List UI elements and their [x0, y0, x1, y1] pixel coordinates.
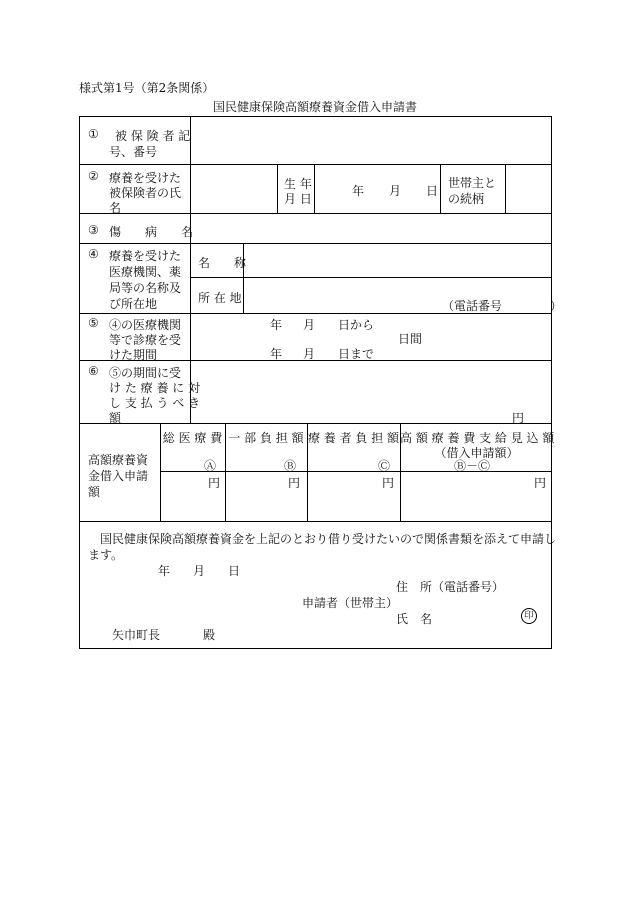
row6-label-line2: け た 療 養 に 対 — [109, 381, 201, 395]
mark-b-minus-c: Ⓑ－Ⓒ — [454, 459, 491, 473]
row-divider — [160, 471, 551, 472]
row6-number: ⑥ — [88, 364, 99, 378]
applicant-name-label: 氏 名 — [396, 612, 433, 626]
loan-label-line3: 額 — [88, 485, 101, 499]
row-divider — [80, 521, 551, 522]
column-divider — [277, 164, 278, 213]
row4-label-line1: 療養を受けた — [109, 249, 182, 263]
birthdate-label-line1: 生 年 — [284, 177, 312, 191]
row5-label-line1: ④の医療機関 — [109, 318, 182, 332]
row3-label: 傷 病 名 — [109, 225, 194, 239]
birthdate-day: 日 — [426, 184, 439, 198]
birthdate-label-line2: 月 日 — [284, 192, 312, 206]
row-divider — [190, 277, 551, 278]
loan-label-line1: 高額療養資 — [88, 453, 149, 467]
row4-label-line4: び所在地 — [109, 297, 158, 311]
patient-payment-yen: 円 — [382, 476, 395, 490]
period-days: 日間 — [398, 332, 423, 346]
relation-label-line2: の続柄 — [448, 192, 485, 206]
row2-label-line2: 被保険者の氏 — [109, 186, 182, 200]
row5-label-line2: 等で診療を受 — [109, 333, 182, 347]
column-divider — [190, 117, 191, 423]
partial-payment-yen: 円 — [288, 476, 301, 490]
birthdate-month: 月 — [389, 184, 402, 198]
row4-number: ④ — [88, 247, 99, 261]
declaration-date-month: 月 — [193, 564, 206, 578]
row-divider — [80, 164, 551, 165]
applicant-label: 申請者（世帯主） — [302, 596, 399, 610]
row6-label-line1: ⑤の期間に受 — [109, 366, 182, 380]
period-to-year: 年 — [270, 347, 283, 361]
declaration-text-line2: ます。 — [88, 548, 124, 562]
mark-a: Ⓐ — [204, 459, 217, 473]
loan-amount-header: （借入申請額） — [434, 446, 519, 460]
row1-label-line2: 号、番号 — [109, 145, 158, 159]
mark-c: Ⓒ — [378, 459, 391, 473]
addressee: 矢巾町長 — [112, 628, 161, 642]
row2-label-line3: 名 — [109, 201, 122, 215]
row4-label-line2: 医療機関、薬 — [109, 265, 182, 279]
row1-number: ① — [88, 127, 99, 141]
institution-address-label: 所 在 地 — [198, 291, 242, 305]
patient-payment-header: 療 養 者 負 担 額 — [307, 431, 400, 445]
period-from-month: 月 — [303, 318, 316, 332]
period-to-day: 日まで — [338, 347, 375, 361]
loan-label-line2: 金借入申請 — [88, 469, 149, 483]
row-divider — [80, 243, 551, 244]
period-from-day: 日から — [338, 318, 375, 332]
application-form-table — [79, 116, 563, 649]
total-medical-cost-yen: 円 — [208, 476, 221, 490]
column-divider — [505, 164, 506, 213]
column-divider — [440, 164, 441, 213]
total-medical-cost-header: 総 医 療 費 — [162, 431, 223, 445]
row2-number: ② — [88, 169, 99, 183]
period-to-month: 月 — [303, 347, 316, 361]
column-divider — [314, 164, 315, 213]
institution-phone-label: （電話番号 ） — [442, 299, 563, 313]
birthdate-year: 年 — [352, 184, 365, 198]
institution-name-label: 名 称 — [198, 256, 247, 270]
row6-label-line4: 額 — [109, 411, 122, 425]
row6-label-line3: し 支 払 う べ き — [109, 396, 201, 410]
row5-number: ⑤ — [88, 316, 99, 330]
row4-label-line3: 局等の名称及 — [109, 281, 182, 295]
declaration-date-day: 日 — [228, 564, 241, 578]
form-number: 様式第1号（第2条関係） — [79, 81, 215, 95]
row2-label-line1: 療養を受けた — [109, 171, 182, 185]
row-divider — [80, 213, 551, 214]
row5-label-line3: けた期間 — [109, 348, 158, 362]
row6-yen: 円 — [512, 411, 525, 425]
expected-benefit-header: 高 額 療 養 費 支 給 見 込 額 — [400, 431, 555, 445]
period-from-year: 年 — [270, 318, 283, 332]
declaration-date-year: 年 — [158, 564, 171, 578]
row-divider — [80, 423, 551, 424]
mark-b: Ⓑ — [284, 459, 297, 473]
form-title: 国民健康保険高額療養資金借入申請書 — [212, 100, 417, 114]
declaration-text-line1: 国民健康保険高額療養資金を上記のとおり借り受けたいので関係書類を添えて申請し — [100, 532, 557, 546]
row3-number: ③ — [88, 223, 99, 237]
honorific: 殿 — [203, 628, 216, 642]
relation-label-line1: 世帯主と — [448, 176, 497, 190]
row1-label-line1: 被 保 険 者 記 — [115, 129, 191, 143]
applicant-address-label: 住 所（電話番号） — [396, 580, 505, 594]
partial-payment-header: 一 部 負 担 額 — [228, 431, 304, 445]
seal-mark: 印 — [521, 608, 537, 624]
expected-benefit-yen: 円 — [534, 476, 547, 490]
